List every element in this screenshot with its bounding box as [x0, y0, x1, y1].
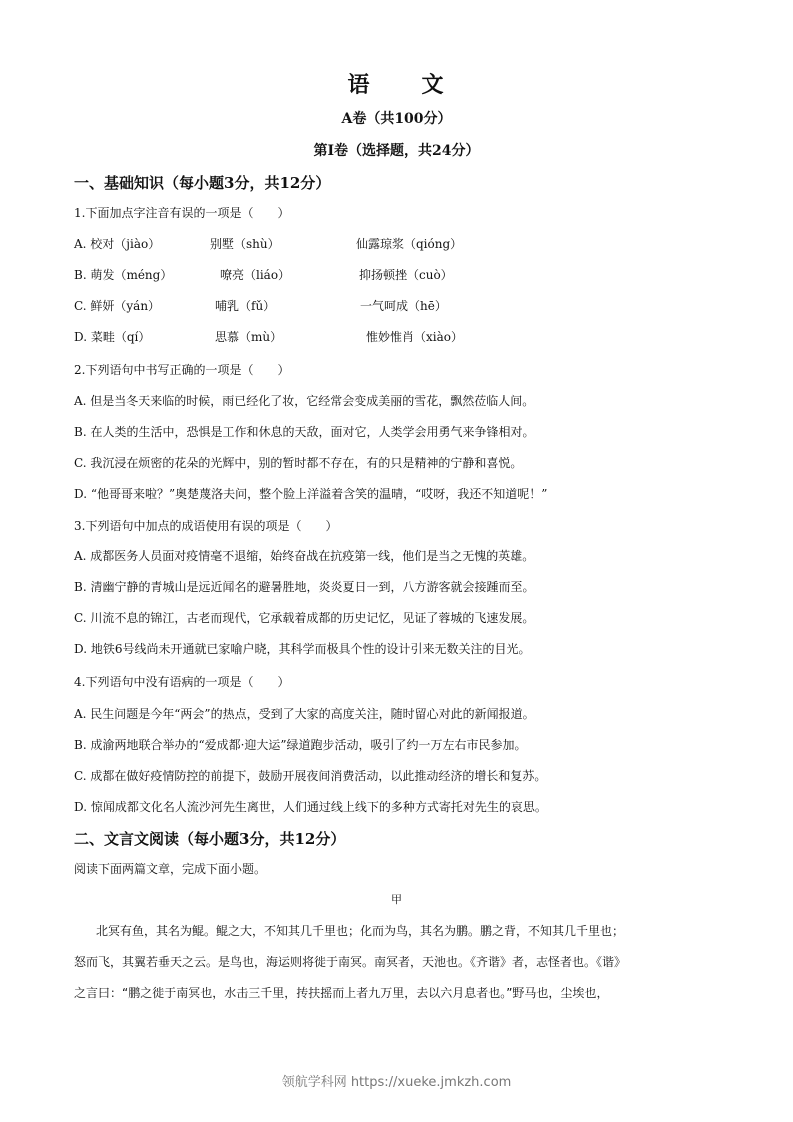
q2-option-a: A. 但是当冬天来临的时候，雨已经化了妆，它经常会变成美丽的雪花，飘然莅临人间。 — [74, 394, 535, 408]
q4-option-a: A. 民生问题是今年“两会”的热点，受到了大家的高度关注，随时留心对此的新闻报道。 — [74, 707, 535, 721]
question-3-stem: 3.下列语句中加点的成语使用有误的项是（ ） — [74, 519, 338, 533]
q3-option-d: D. 地铁6号线尚未开通就已家喻户晓，其科学而极具个性的设计引来无数关注的目光。 — [74, 642, 531, 656]
q2-option-c: C. 我沉浸在烦密的花朵的光辉中，别的暂时都不存在，有的只是精神的宁静和喜悦。 — [74, 456, 523, 470]
q1-option-c-2: 哺乳（fǔ） — [215, 299, 276, 313]
q1-option-a-2: 别墅（shù） — [210, 237, 280, 251]
q1-option-d-3: 惟妙惟肖（xiào） — [366, 330, 463, 344]
passage-line-2: 怒而飞，其翼若垂天之云。是鸟也，海运则将徙于南冥。南冥者，天池也。《齐谐》者，志怪者也。《谐》 — [74, 955, 627, 969]
q2-option-b: B. 在人类的生活中，恐惧是工作和休息的天敌，面对它，人类学会用勇气来争锋相对。 — [74, 425, 535, 439]
question-4-stem: 4.下列语句中没有语病的一项是（ ） — [74, 675, 290, 689]
passage-line-3: 之言曰：“鹏之徙于南冥也，水击三千里，抟扶摇而上者九万里，去以六月息者也。”野马也，尘埃也， — [74, 986, 609, 1000]
question-1-stem: 1.下面加点字注音有误的一项是（ ） — [74, 206, 290, 220]
q3-option-c: C. 川流不息的锦江，古老而现代，它承载着成都的历史记忆，见证了蓉城的飞速发展。 — [74, 611, 535, 625]
section-heading-2: 二、文言文阅读（每小题3分，共12分） — [74, 830, 346, 848]
section-heading-1: 一、基础知识（每小题3分，共12分） — [74, 174, 331, 192]
reading-instruction: 阅读下面两篇文章，完成下面小题。 — [74, 862, 267, 876]
q1-option-b-2: 嘹亮（liáo） — [220, 268, 291, 282]
q1-option-c-1: C. 鲜妍（yán） — [74, 299, 161, 313]
q3-option-a: A. 成都医务人员面对疫情毫不退缩，始终奋战在抗疫第一线，他们是当之无愧的英雄。 — [74, 549, 535, 563]
passage-label-jia: 甲 — [391, 893, 402, 906]
page-title: 语 文 — [347, 72, 446, 98]
q1-option-b-3: 抑扬顿挫（cuò） — [359, 268, 453, 282]
q1-option-a-1: A. 校对（jiào） — [74, 237, 161, 251]
passage-line-1: 北冥有鱼，其名为鲲。鲲之大，不知其几千里也；化而为鸟，其名为鹏。鹏之背，不知其几千里也； — [96, 924, 625, 938]
q3-option-b: B. 清幽宁静的青城山是远近闻名的避暑胜地，炎炎夏日一到，八方游客就会接踵而至。 — [74, 580, 535, 594]
q1-option-b-1: B. 萌发（méng） — [74, 268, 173, 282]
q2-option-d: D. “他哥哥来啦？”奥楚蔑洛夫问，整个脸上洋溢着含笑的温晴，“哎呀，我还不知道呢！” — [74, 487, 548, 501]
volume-heading: A卷（共100分） — [341, 111, 452, 127]
footer-watermark: 领航学科网 https://xueke.jmkzh.com — [281, 1075, 512, 1090]
part-heading: 第Ⅰ卷（选择题，共24分） — [313, 143, 480, 159]
q1-option-a-3: 仙露琼浆（qióng） — [356, 237, 463, 251]
q1-option-d-2: 思慕（mù） — [215, 330, 283, 344]
q4-option-b: B. 成渝两地联合举办的“爱成都·迎大运”绿道跑步活动，吸引了约一万左右市民参加。 — [74, 738, 527, 752]
q1-option-d-1: D. 菜畦（qí） — [74, 330, 151, 344]
question-2-stem: 2.下列语句中书写正确的一项是（ ） — [74, 363, 290, 377]
q4-option-c: C. 成都在做好疫情防控的前提下，鼓励开展夜间消费活动，以此推动经济的增长和复苏。 — [74, 769, 547, 783]
q4-option-d: D. 惊闻成都文化名人流沙河先生离世，人们通过线上线下的多种方式寄托对先生的哀思。 — [74, 800, 547, 814]
q1-option-c-3: 一气呵成（hē） — [360, 299, 447, 313]
